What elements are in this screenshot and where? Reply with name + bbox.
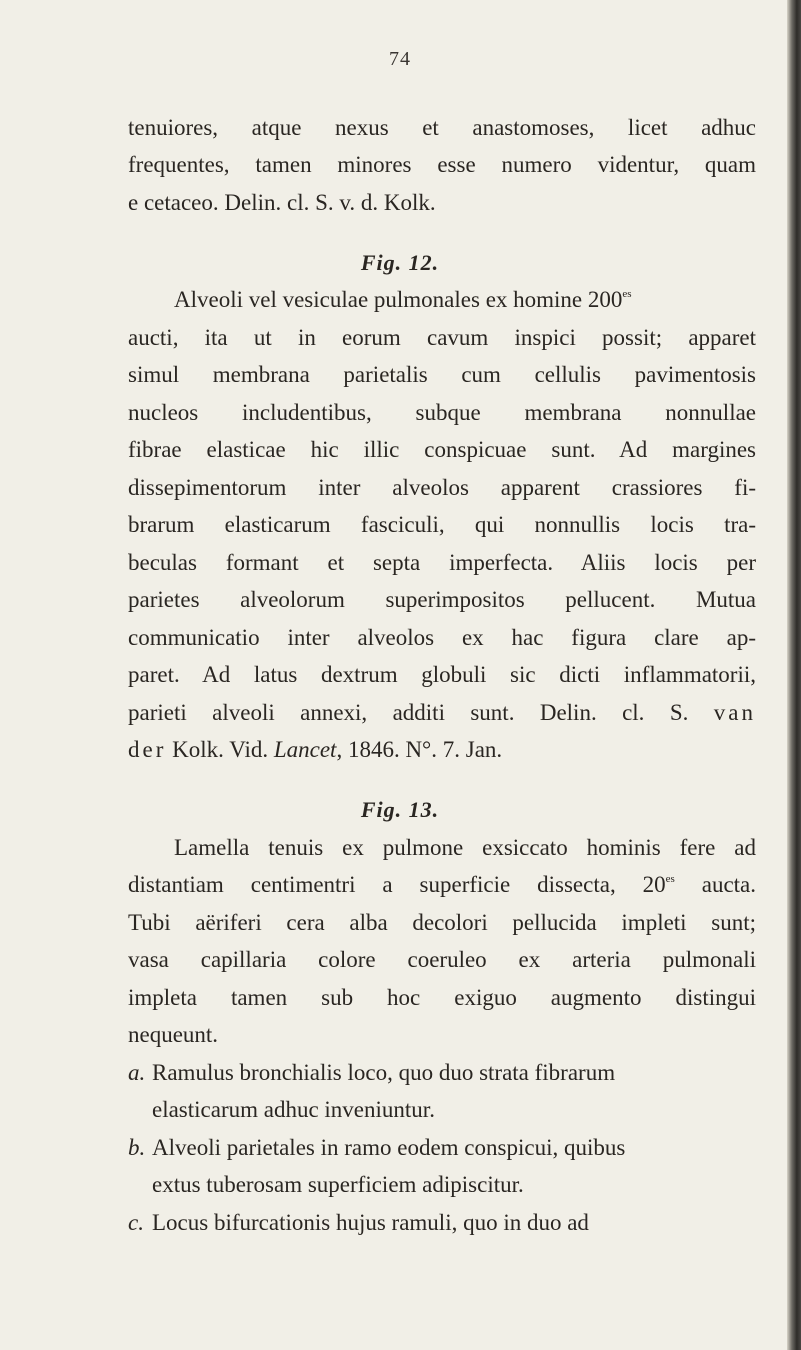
text-line: extus tuberosam superficiem adipiscitur. <box>152 1172 524 1197</box>
text-line: parietes alveolorum superimpositos pellucent. Mutua <box>128 587 756 612</box>
text-line: communicatio inter alveolos ex hac figura clare ap- <box>128 625 756 650</box>
text-line: parieti alveoli annexi, additi sunt. Delin. cl. S. van <box>128 700 756 725</box>
text-line: beculas formant et septa imperfecta. Aliis locis per <box>128 550 756 575</box>
figure-heading-13: Fig. 13. <box>360 797 440 822</box>
text-line: distantiam centimentri a superficie dissecta, $20^{es}$ aucta. <box>128 872 757 897</box>
text-line: e cetaceo. Delin. cl. S. v. d. Kolk. <box>128 190 436 215</box>
text-line: brarum elasticarum fasciculi, qui nonnullis locis tra- <box>128 512 756 537</box>
legend-item-b: b. Alveoli parietales in ramo eodem conspicui, quibus <box>128 1135 626 1160</box>
text-line: elasticarum adhuc inveniuntur. <box>152 1097 435 1122</box>
text-line: der Kolk. Vid. Lancet, 1846. N°. 7. Jan. <box>128 737 503 762</box>
page-number: 74 <box>389 48 411 70</box>
legend-label: c. <box>128 1210 144 1235</box>
legend-item-c: c. Locus bifurcationis hujus ramuli, quo in duo ad <box>128 1210 589 1235</box>
text-line: tenuiores, atque nexus et anastomoses, licet adhuc <box>128 115 756 140</box>
text-line: vasa capillaria colore coeruleo ex arteria pulmonali <box>128 947 756 972</box>
legend-label: b. <box>128 1135 146 1160</box>
journal-title: Lancet <box>273 737 337 762</box>
text-line: frequentes, tamen minores esse numero videntur, quam <box>128 152 756 177</box>
text-line: Lamella tenuis ex pulmone exsiccato hominis fere ad <box>174 835 756 860</box>
figure-heading-12: Fig. 12. <box>360 250 440 275</box>
legend-label: a. <box>128 1060 146 1085</box>
text-line: nucleos includentibus, subque membrana nonnullae <box>128 400 756 425</box>
text-line: simul membrana parietalis cum cellulis pavimentosis <box>128 362 756 387</box>
text-line: nequeunt. <box>128 1022 219 1047</box>
text-line: paret. Ad latus dextrum globuli sic dicti inflammatorii, <box>128 662 756 687</box>
text-line: aucti, ita ut in eorum cavum inspici possit; apparet <box>128 325 756 350</box>
page-edge-shadow <box>787 0 801 1350</box>
text-line: impleta tamen sub hoc exiguo augmento distingui <box>128 985 756 1010</box>
text-line: Tubi aëriferi cera alba decolori pellucida impleti sunt; <box>128 910 756 935</box>
legend-item-a: a. Ramulus bronchialis loco, quo duo strata fibrarum <box>128 1060 616 1085</box>
text-line: Alveoli vel vesiculae pulmonales ex homine $200^{es}$ <box>174 287 632 312</box>
text-line: dissepimentorum inter alveolos apparent crassiores fi- <box>128 475 756 500</box>
text-line: fibrae elasticae hic illic conspicuae sunt. Ad margines <box>128 437 756 462</box>
